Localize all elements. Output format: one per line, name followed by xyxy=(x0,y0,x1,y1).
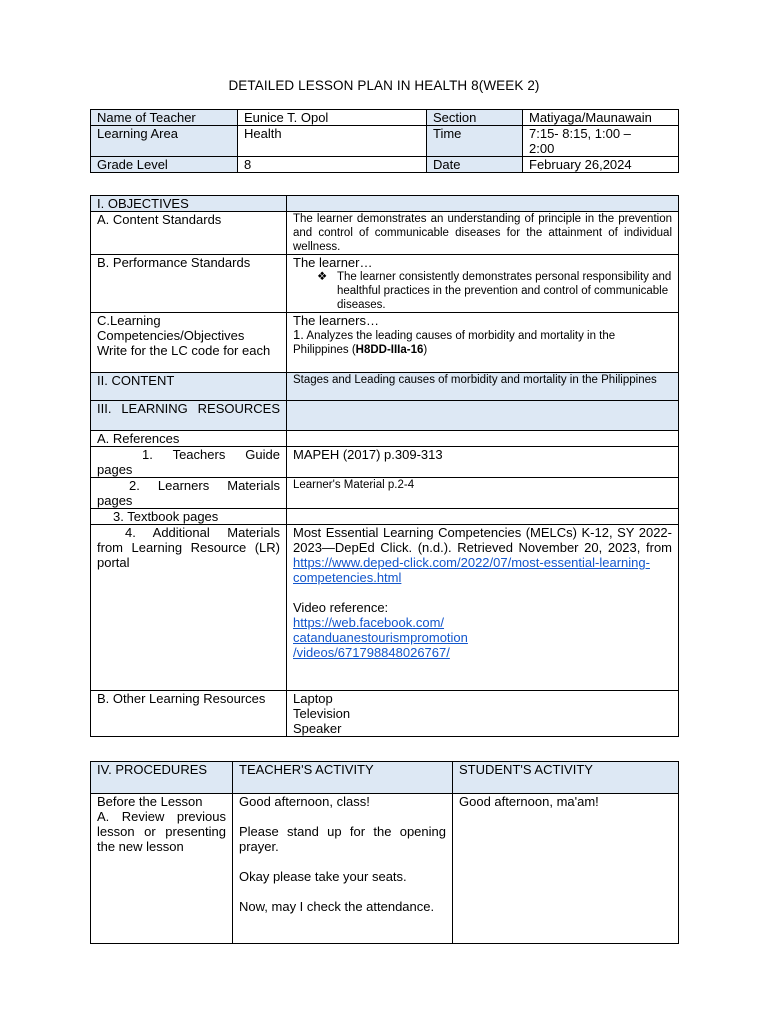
other-resource-item: Television xyxy=(293,706,351,721)
lesson-plan-table xyxy=(90,195,679,737)
learning-area-label: Learning Area xyxy=(91,126,238,157)
deped-click-link[interactable]: https://www.deped-click.com/2022/07/most-essential-learning-competencies.html xyxy=(293,555,650,585)
learning-competencies-label xyxy=(91,313,287,373)
teacher-activity-cell xyxy=(233,794,453,944)
content-standards-label: A. Content Standards xyxy=(91,212,287,255)
teacher-line: Now, may I check the attendance. xyxy=(239,899,435,914)
objectives-heading-blank xyxy=(287,196,679,212)
teachers-guide-label-text: 1. Teachers Guide pages xyxy=(97,447,280,477)
learning-area-value: Health xyxy=(238,126,427,157)
time-label: Time xyxy=(427,126,523,157)
grade-level-value: 8 xyxy=(238,157,427,173)
video-reference-label: Video reference: xyxy=(293,600,389,615)
performance-intro: The learner… xyxy=(293,255,373,270)
teachers-guide-value: MAPEH (2017) p.309-313 xyxy=(287,447,679,478)
lc-text: Analyzes the leading causes of morbidity and mortality in the Philippines ( xyxy=(293,330,616,356)
lc-intro: The learners… xyxy=(293,313,379,328)
performance-standards-label: B. Performance Standards xyxy=(91,255,287,313)
performance-bullet-text: The learner consistently demonstrates personal responsibility and healthful practices in the prevention and control of communicable diseases. xyxy=(337,271,672,311)
textbook-label-text: 3. Textbook pages xyxy=(113,509,219,524)
other-resource-item: Laptop xyxy=(293,691,333,706)
diamond-bullet-icon: ❖ xyxy=(317,271,328,283)
time-value-line-1: 7:15- 8:15, 1:00 – xyxy=(529,126,631,141)
learning-resources-blank xyxy=(287,401,679,431)
teacher-info-table xyxy=(90,109,679,173)
document-title: DETAILED LESSON PLAN IN HEALTH 8(WEEK 2) xyxy=(228,78,540,93)
lc-label-line-2: Competencies/Objectives xyxy=(97,328,245,343)
additional-materials-text xyxy=(293,525,672,585)
student-activity-cell xyxy=(453,794,679,944)
time-value-line-2: 2:00 xyxy=(529,141,555,156)
learning-resources-heading xyxy=(91,401,287,431)
teacher-line: Good afternoon, class! xyxy=(239,794,370,809)
lc-close: ) xyxy=(423,344,428,356)
teacher-line: Okay please take your seats. xyxy=(239,869,407,884)
other-resources-label-text: B. Other Learning Resources xyxy=(97,691,266,706)
performance-bullet xyxy=(293,270,672,312)
melc-citation: Most Essential Learning Competencies (MELCs) K-12, SY 2022-2023—DepEd Click. (n.d.). Retrieved November 20, 2023, from xyxy=(293,525,672,555)
learners-materials-label-text: 2. Learners Materials pages xyxy=(97,478,280,508)
other-resources-cell xyxy=(287,691,679,737)
procedures-heading: IV. PROCEDURES xyxy=(91,762,233,794)
grade-level-label: Grade Level xyxy=(91,157,238,173)
video-link-line-1[interactable]: https://web.facebook.com/ xyxy=(293,615,445,630)
section-label: Section xyxy=(427,110,523,126)
before-lesson-label: Before the Lesson xyxy=(97,794,203,809)
before-lesson-cell xyxy=(91,794,233,944)
section-value: Matiyaga/Maunawain xyxy=(523,110,679,126)
student-activity-heading: STUDENT'S ACTIVITY xyxy=(453,762,679,794)
other-resources-label xyxy=(91,691,287,737)
time-value xyxy=(523,126,679,157)
teacher-activity-heading: TEACHER'S ACTIVITY xyxy=(233,762,453,794)
additional-materials-label-text: 4. Additional Materials from Learning Resource (LR) portal xyxy=(97,525,280,570)
additional-materials-cell xyxy=(287,525,679,691)
review-lesson-label: A. Review previous lesson or presenting the new lesson xyxy=(97,809,226,854)
lc-label-line-3: Write for the LC code for each xyxy=(97,343,271,358)
textbook-label xyxy=(91,509,287,525)
lc-code: H8DD-IIIa-16 xyxy=(355,344,424,356)
date-value: February 26,2024 xyxy=(523,157,679,173)
additional-materials-label xyxy=(91,525,287,691)
references-blank xyxy=(287,431,679,447)
video-link-line-2[interactable]: catanduanestourismpromotion xyxy=(293,630,468,645)
procedures-table xyxy=(90,761,679,944)
textbook-blank xyxy=(287,509,679,525)
teacher-name-label: Name of Teacher xyxy=(91,110,238,126)
learners-materials-value: Learner's Material p.2-4 xyxy=(287,478,679,509)
learning-resources-heading-text: III. LEARNING RESOURCES xyxy=(97,401,280,416)
content-text: Stages and Leading causes of morbidity and mortality in the Philippines xyxy=(287,373,679,401)
video-link-line-3[interactable]: /videos/671798848026767/ xyxy=(293,645,450,660)
date-label: Date xyxy=(427,157,523,173)
objectives-heading: I. OBJECTIVES xyxy=(91,196,287,212)
teachers-guide-label xyxy=(91,447,287,478)
learners-materials-label xyxy=(91,478,287,509)
references-label: A. References xyxy=(91,431,287,447)
other-resource-item: Speaker xyxy=(293,721,342,736)
lc-number: 1. xyxy=(293,327,304,342)
teacher-name-value: Eunice T. Opol xyxy=(238,110,427,126)
student-line: Good afternoon, ma'am! xyxy=(459,794,599,809)
performance-standards-cell xyxy=(287,255,679,313)
lc-objective xyxy=(293,328,672,357)
teacher-line: Please stand up for the opening prayer. xyxy=(239,824,446,854)
lc-label-line-1: C.Learning xyxy=(97,313,161,328)
content-standards-text: The learner demonstrates an understanding of principle in the prevention and control of communicable diseases for the attainment of individual wellness. xyxy=(287,212,679,255)
content-label: II. CONTENT xyxy=(91,373,287,401)
learning-competencies-cell xyxy=(287,313,679,373)
